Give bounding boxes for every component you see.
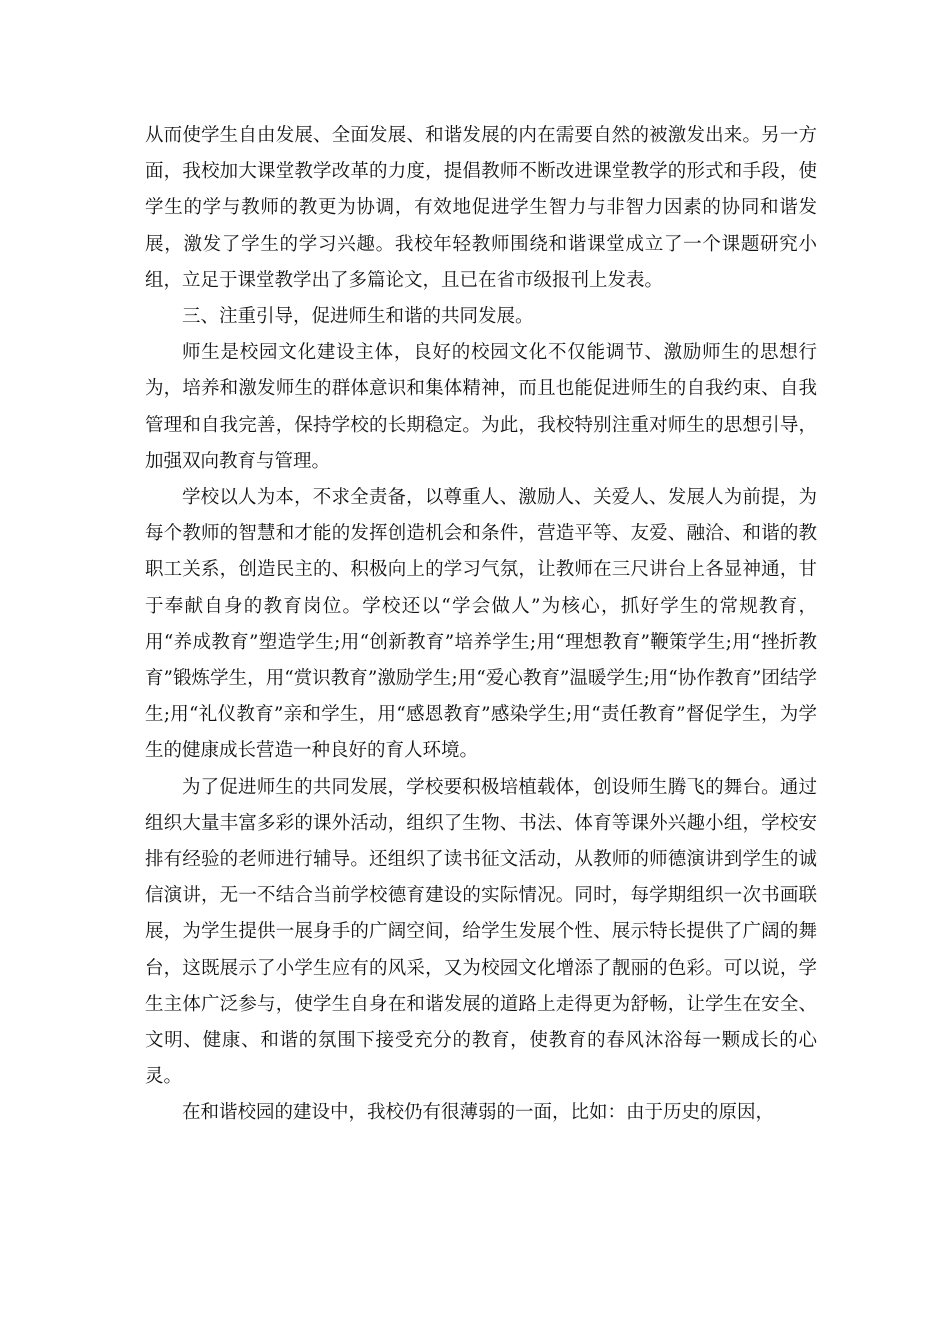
paragraph-continuation: 从而使学生自由发展、全面发展、和谐发展的内在需要自然的被激发出来。另一方面，我校加大课堂教学改革的力度，提倡教师不断改进课堂教学的形式和手段，使学生的学与教师的教更为协调，有效地促进学生智力与非智力因素的协同和谐发展，激发了学生的学习兴趣。我校年轻教师围绕和谐课堂成立了一个课题研究小组，立足于课堂教学出了多篇论文，且已在省市级报刊上发表。 bbox=[145, 125, 817, 291]
section-heading: 三、注重引导，促进师生和谐的共同发展。 bbox=[182, 306, 534, 328]
document-page bbox=[145, 118, 817, 1132]
paragraph: 在和谐校园的建设中，我校仍有很薄弱的一面，比如：由于历史的原因， bbox=[182, 1102, 775, 1124]
paragraph: 师生是校园文化建设主体，良好的校园文化不仅能调节、激励师生的思想行为，培养和激发师生的群体意识和集体精神，而且也能促进师生的自我约束、自我管理和自我完善，保持学校的长期稳定。为此，我校特别注重对师生的思想引导，加强双向教育与管理。 bbox=[145, 342, 817, 472]
paragraph: 学校以人为本，不求全责备，以尊重人、激励人、关爱人、发展人为前提，为每个教师的智慧和才能的发挥创造机会和条件，营造平等、友爱、融洽、和谐的教职工关系，创造民主的、积极向上的学习气氛，让教师在三尺讲台上各显神通，甘于奉献自身的教育岗位。学校还以“学会做人”为核心，抓好学生的常规教育，用“养成教育”塑造学生;用“创新教育”培养学生;用“理想教育”鞭策学生;用“挫折教育”锻炼学生，用“赏识教育”激励学生;用“爱心教育”温暖学生;用“协作教育”团结学生;用“礼仪教育”亲和学生，用“感恩教育”感染学生;用“责任教育”督促学生，为学生的健康成长营造一种良好的育人环境。 bbox=[145, 487, 817, 762]
paragraph: 为了促进师生的共同发展，学校要积极培植载体，创设师生腾飞的舞台。通过组织大量丰富多彩的课外活动，组织了生物、书法、体育等课外兴趣小组，学校安排有经验的老师进行辅导。还组织了读书征文活动，从教师的师德演讲到学生的诚信演讲，无一不结合当前学校德育建设的实际情况。同时，每学期组织一次书画联展，为学生提供一展身手的广阔空间，给学生发展个性、展示特长提供了广阔的舞台，这既展示了小学生应有的风采，又为校园文化增添了靓丽的色彩。可以说，学生主体广泛参与，使学生自身在和谐发展的道路上走得更为舒畅，让学生在安全、文明、健康、和谐的氛围下接受充分的教育，使教育的春风沐浴每一颗成长的心灵。 bbox=[145, 776, 817, 1088]
